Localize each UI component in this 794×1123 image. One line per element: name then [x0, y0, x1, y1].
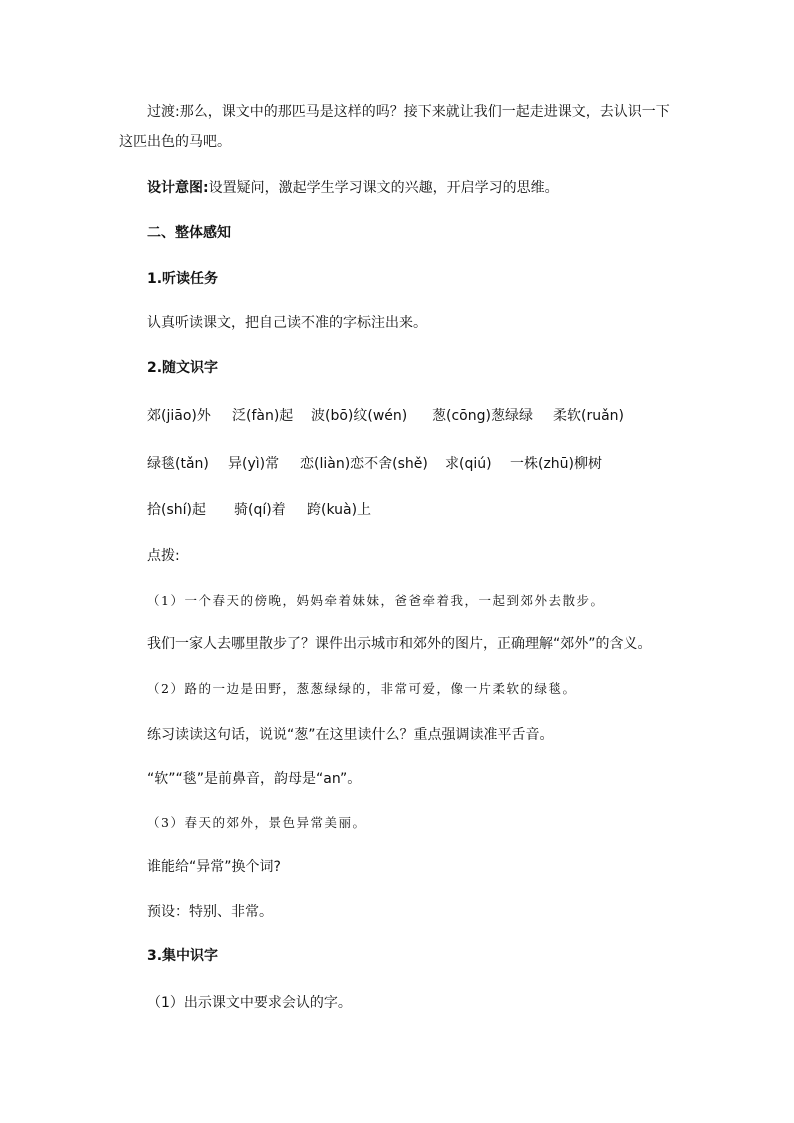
pinyin-word: 葱(cōng)葱绿绿	[432, 408, 533, 424]
dianbo-label: 点拨:	[147, 548, 180, 564]
subsection-title-3: 3.集中识字	[147, 948, 219, 964]
pinyin-word: 波(bō)纹(wén)	[311, 408, 408, 424]
design-intent-paragraph	[147, 178, 559, 198]
explanation-3b: 预设：特别、非常。	[147, 904, 273, 920]
pinyin-word: 柔软(ruǎn)	[553, 408, 625, 424]
pinyin-word: 绿毯(tǎn)	[147, 456, 209, 472]
design-intent-label: 设计意图:	[147, 180, 209, 196]
transition-label: 过渡:	[147, 104, 180, 120]
quote-sentence-2: （2）路的一边是田野，葱葱绿绿的，非常可爱，像一片柔软的绿毯。	[147, 681, 577, 696]
pinyin-row-3	[147, 500, 371, 520]
pinyin-word: 泛(fàn)起	[232, 408, 294, 424]
subsection-text-1: 认真听读课文，把自己读不准的字标注出来。	[147, 315, 427, 331]
pinyin-word: 跨(kuà)上	[307, 502, 372, 518]
pinyin-word: 拾(shí)起	[147, 502, 206, 518]
pinyin-row-2	[147, 454, 602, 474]
explanation-1: 我们一家人去哪里散步了？课件出示城市和郊外的图片，正确理解“郊外”的含义。	[147, 636, 652, 652]
explanation-2b: “软”“毯”是前鼻音，韵母是“an”。	[147, 771, 362, 787]
quote-sentence-3: （3）春天的郊外，景色异常美丽。	[147, 815, 367, 830]
pinyin-word: 骑(qí)着	[234, 502, 286, 518]
subsection-title-1: 1.听读任务	[147, 271, 219, 287]
design-intent-text: 设置疑问，激起学生学习课文的兴趣，开启学习的思维。	[208, 180, 559, 196]
section-title: 二、整体感知	[147, 225, 231, 241]
quote-sentence-1: （1）一个春天的傍晚，妈妈牵着妹妹，爸爸牵着我，一起到郊外去散步。	[147, 593, 605, 608]
pinyin-word: 恋(liàn)恋不舍(shě)	[300, 456, 428, 472]
pinyin-word: 郊(jiāo)外	[147, 408, 211, 424]
transition-paragraph-line2: 这匹出色的马吧。	[119, 134, 231, 150]
pinyin-word: 异(yì)常	[228, 456, 280, 472]
pinyin-row-1	[147, 406, 624, 426]
explanation-3: 谁能给“异常”换个词?	[147, 859, 281, 875]
explanation-2: 练习读读这句话，说说“葱”在这里读什么？重点强调读准平舌音。	[147, 727, 554, 743]
transition-text: 那么，课文中的那匹马是这样的吗？接下来就让我们一起走进课文，去认识一下	[179, 104, 670, 120]
subsection-title-2: 2.随文识字	[147, 360, 219, 376]
subsection-text-3: （1）出示课文中要求会认的字。	[147, 995, 352, 1011]
pinyin-word: 一株(zhū)柳树	[510, 456, 603, 472]
transition-paragraph-line1	[147, 102, 670, 122]
pinyin-word: 求(qiú)	[445, 456, 492, 472]
